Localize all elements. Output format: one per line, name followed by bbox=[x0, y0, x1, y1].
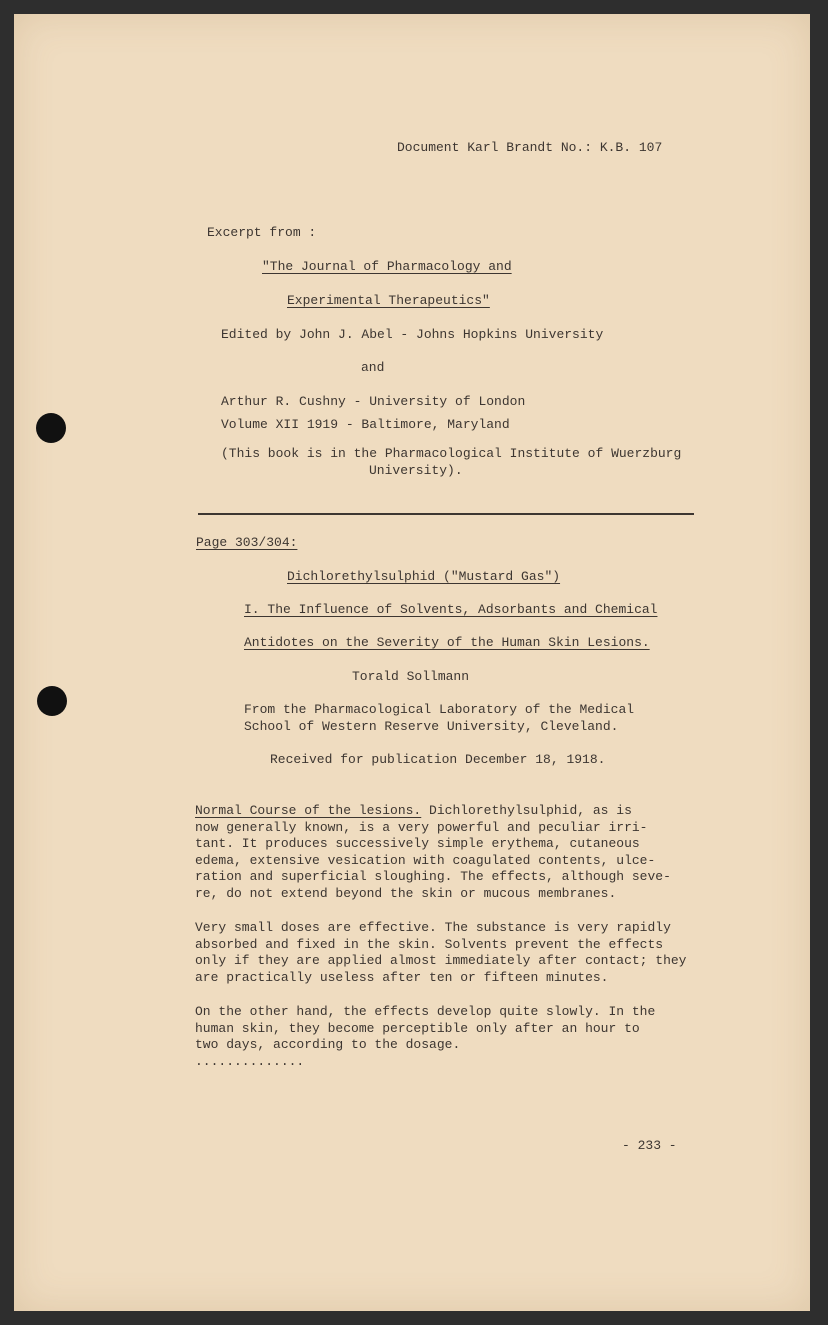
volume-info: Volume XII 1919 - Baltimore, Maryland bbox=[221, 417, 510, 432]
location-note-line2: University). bbox=[369, 463, 463, 478]
affiliation-line1: From the Pharmacological Laboratory of the Medical bbox=[244, 702, 635, 717]
paragraph-2-line3: only if they are applied almost immediately after contact; they bbox=[195, 953, 687, 969]
paragraph-3-line2: human skin, they become perceptible only after an hour to bbox=[195, 1020, 640, 1036]
paragraph-1 bbox=[195, 803, 671, 903]
document-number: Document Karl Brandt No.: K.B. 107 bbox=[397, 140, 663, 155]
paragraph-1-line1: Dichlorethylsulphid, as is bbox=[421, 803, 632, 818]
ellipsis: .............. bbox=[195, 1053, 305, 1069]
paragraph-2-line4: are practically useless after ten or fifteen minutes. bbox=[195, 969, 609, 985]
excerpt-intro: Excerpt from : bbox=[207, 225, 317, 240]
document-page bbox=[14, 14, 810, 1311]
author: Torald Sollmann bbox=[352, 669, 470, 684]
paragraph-1-line4: edema, extensive vesication with coagulated contents, ulce- bbox=[195, 852, 656, 868]
section-divider bbox=[198, 513, 694, 515]
article-title-line1: Dichlorethylsulphid ("Mustard Gas") bbox=[287, 569, 561, 584]
paragraph-3-line1: On the other hand, the effects develop quite slowly. In the bbox=[195, 1004, 656, 1019]
and-text: and bbox=[361, 360, 385, 375]
page-number: - 233 - bbox=[622, 1138, 677, 1153]
received-date: Received for publication December 18, 1918. bbox=[270, 752, 606, 767]
paragraph-1-heading: Normal Course of the lesions. bbox=[195, 803, 422, 818]
edited-by: Edited by John J. Abel - Johns Hopkins University bbox=[221, 327, 604, 342]
paragraph-2-line2: absorbed and fixed in the skin. Solvents prevent the effects bbox=[195, 936, 664, 952]
paragraph-2 bbox=[195, 920, 686, 986]
paragraph-1-line3: tant. It produces successively simple erythema, cutaneous bbox=[195, 836, 640, 852]
affiliation-line2: School of Western Reserve University, Cleveland. bbox=[244, 719, 619, 734]
journal-title-line2: Experimental Therapeutics" bbox=[287, 293, 490, 308]
article-title-line2: I. The Influence of Solvents, Adsorbants and Chemical bbox=[244, 602, 658, 617]
paragraph-1-line5: ration and superficial sloughing. The effects, although seve- bbox=[195, 869, 671, 885]
article-title-line3: Antidotes on the Severity of the Human Skin Lesions. bbox=[244, 635, 650, 650]
paragraph-3-line3: two days, according to the dosage. bbox=[195, 1037, 461, 1053]
location-note-line1: (This book is in the Pharmacological Institute of Wuerzburg bbox=[221, 446, 682, 461]
punch-hole-upper bbox=[36, 413, 66, 443]
punch-hole-lower bbox=[37, 686, 67, 716]
paragraph-1-line6: re, do not extend beyond the skin or mucous membranes. bbox=[195, 885, 617, 901]
coeditor: Arthur R. Cushny - University of London bbox=[221, 394, 526, 409]
paragraph-1-line2: now generally known, is a very powerful and peculiar irri- bbox=[195, 819, 648, 835]
journal-title-line1: "The Journal of Pharmacology and bbox=[262, 259, 512, 274]
paragraph-2-line1: Very small doses are effective. The substance is very rapidly bbox=[195, 920, 671, 935]
page-reference: Page 303/304: bbox=[196, 535, 298, 550]
paragraph-3 bbox=[195, 1004, 655, 1070]
